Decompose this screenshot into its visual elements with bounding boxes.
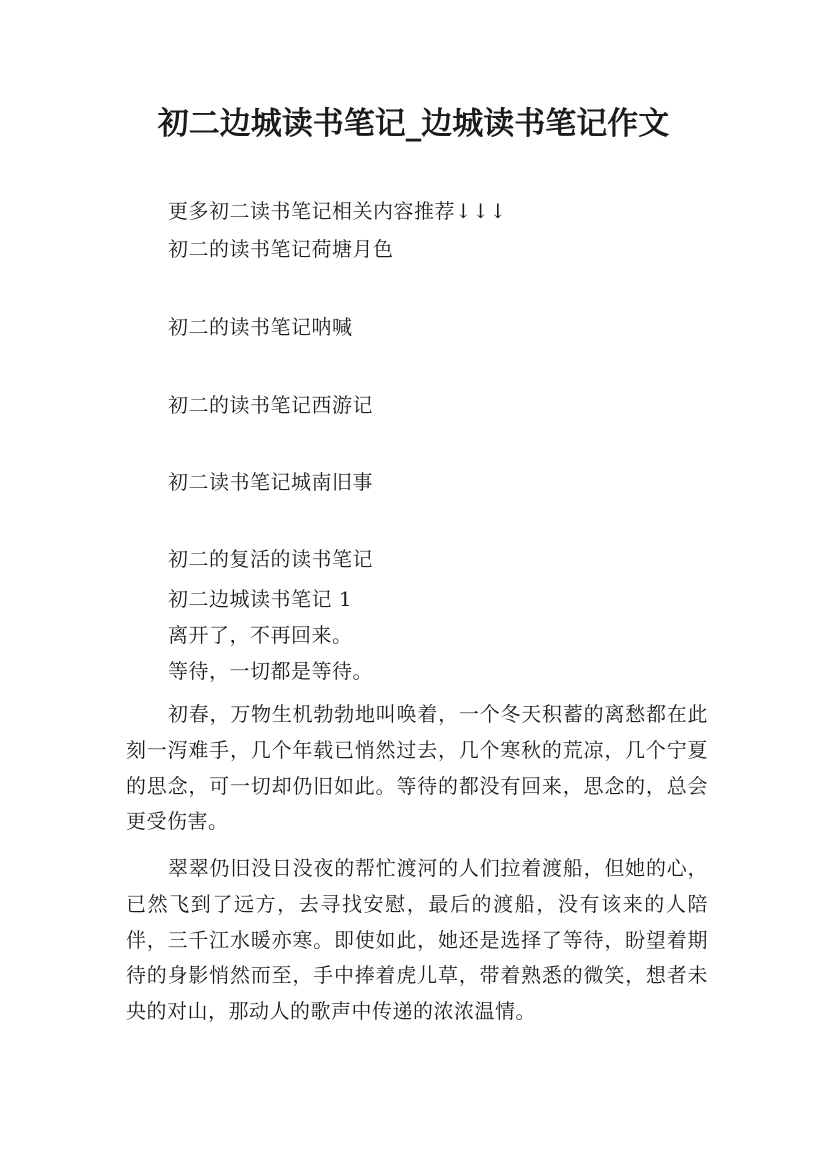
body-paragraph-1: 初春，万物生机勃勃地叫唤着，一个冬天积蓄的离愁都在此刻一泻难手，几个年载已悄然过去，几个寒秋的荒凉，几个宁夏的思念，可一切却仍旧如此。等待的都没有回来，思念的，总会更受伤害。 (126, 702, 708, 834)
body-line-1: 离开了，不再回来。 (168, 623, 353, 647)
section-heading: 初二边城读书笔记 1 (168, 587, 353, 611)
related-link-old-peking: 初二读书笔记城南旧事 (168, 470, 373, 494)
document-title: 初二边城读书笔记_边城读书笔记作文 (157, 106, 670, 142)
related-link-nahan: 初二的读书笔记呐喊 (168, 315, 353, 339)
related-link-resurrection: 初二的复活的读书笔记 (168, 547, 373, 571)
recommend-line: 更多初二读书笔记相关内容推荐↓↓↓ (168, 199, 507, 223)
body-paragraph-2: 翠翠仍旧没日没夜的帮忙渡河的人们拉着渡船，但她的心，已然飞到了远方，去寻找安慰，最后的渡船，没有该来的人陪伴，三千江水暖亦寒。即使如此，她还是选择了等待，盼望着期待的身影悄然而至，手中捧着虎儿草，带着熟悉的微笑，想者未央的对山，那动人的歌声中传递的浓浓温情。 (126, 856, 708, 1024)
body-line-2: 等待，一切都是等待。 (168, 659, 373, 683)
related-link-journey-west: 初二的读书笔记西游记 (168, 393, 373, 417)
related-link-lotus-pond: 初二的读书笔记荷塘月色 (168, 237, 394, 261)
